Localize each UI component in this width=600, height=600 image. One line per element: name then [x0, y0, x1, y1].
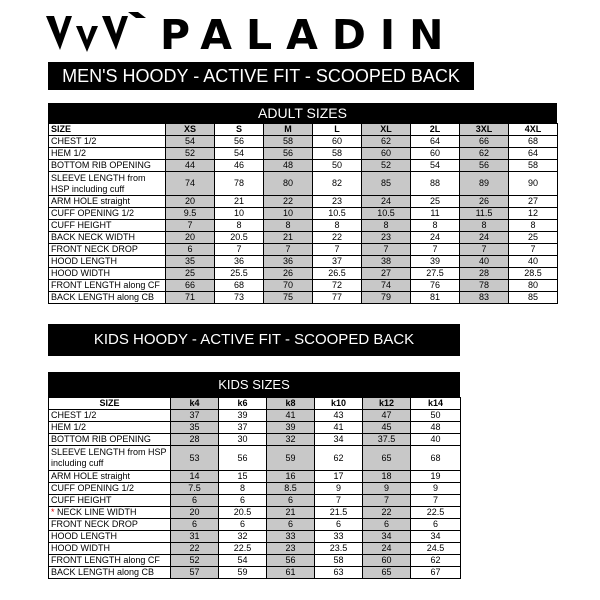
size-header-m: M: [264, 124, 313, 136]
size-value-cell: 40: [509, 256, 558, 268]
size-value-cell: 37: [171, 410, 219, 422]
size-value-cell: 6: [171, 495, 219, 507]
size-value-cell: 39: [219, 410, 267, 422]
size-value-cell: 30: [219, 434, 267, 446]
size-value-cell: 25: [509, 232, 558, 244]
size-header-row: [49, 398, 461, 410]
size-value-cell: 25: [411, 196, 460, 208]
size-value-cell: 68: [411, 446, 461, 471]
measurement-label: [49, 410, 171, 422]
size-header-k12: k12: [363, 398, 411, 410]
size-value-cell: 75: [264, 292, 313, 304]
size-value-cell: 78: [215, 172, 264, 196]
measurement-label-text: HEM 1/2: [51, 148, 87, 158]
measurement-label-text: CUFF HEIGHT: [51, 220, 112, 230]
size-value-cell: 15: [219, 471, 267, 483]
size-value-cell: 48: [411, 422, 461, 434]
size-value-cell: 33: [315, 531, 363, 543]
measurement-label: [49, 555, 171, 567]
size-value-cell: 58: [313, 148, 362, 160]
size-header-xs: XS: [166, 124, 215, 136]
adult-size-table: [48, 123, 558, 304]
table-row: [49, 543, 461, 555]
size-value-cell: 21: [215, 196, 264, 208]
size-header-s: S: [215, 124, 264, 136]
kids-size-table: [48, 397, 461, 579]
size-value-cell: 10.5: [362, 208, 411, 220]
size-value-cell: 54: [215, 148, 264, 160]
size-value-cell: 28: [171, 434, 219, 446]
size-value-cell: 73: [215, 292, 264, 304]
size-value-cell: 52: [171, 555, 219, 567]
size-value-cell: 7: [264, 244, 313, 256]
size-value-cell: 7: [411, 495, 461, 507]
size-value-cell: 68: [215, 280, 264, 292]
size-value-cell: 63: [315, 567, 363, 579]
measurement-label-text: SLEEVE LENGTH from HSP including cuff: [51, 172, 146, 194]
size-value-cell: 19: [411, 471, 461, 483]
measurement-label-text: BACK LENGTH along CB: [51, 292, 155, 302]
size-value-cell: 8: [313, 220, 362, 232]
table-row: [49, 471, 461, 483]
size-value-cell: 47: [363, 410, 411, 422]
measurement-label: [49, 136, 166, 148]
measurement-label: [49, 495, 171, 507]
size-value-cell: 22.5: [219, 543, 267, 555]
size-value-cell: 60: [363, 555, 411, 567]
measurement-label: [49, 422, 171, 434]
measurement-label: [49, 434, 171, 446]
size-value-cell: 34: [411, 531, 461, 543]
size-value-cell: 80: [264, 172, 313, 196]
size-value-cell: 66: [460, 136, 509, 148]
size-value-cell: 23.5: [315, 543, 363, 555]
size-value-cell: 59: [219, 567, 267, 579]
size-value-cell: 8: [411, 220, 460, 232]
size-value-cell: 7: [363, 495, 411, 507]
measurement-label-text: SLEEVE LENGTH from HSP including cuff: [51, 447, 167, 468]
table-row: [49, 422, 461, 434]
size-value-cell: 52: [166, 148, 215, 160]
size-value-cell: 27: [509, 196, 558, 208]
size-value-cell: 56: [264, 148, 313, 160]
measurement-label: [49, 446, 171, 471]
size-value-cell: 22: [313, 232, 362, 244]
size-value-cell: 34: [363, 531, 411, 543]
measurement-label-text: ARM HOLE straight: [51, 196, 131, 206]
size-value-cell: 57: [171, 567, 219, 579]
measurement-label: [49, 160, 166, 172]
table-row: [49, 196, 558, 208]
table-row: [49, 256, 558, 268]
size-value-cell: 32: [219, 531, 267, 543]
size-value-cell: 22: [171, 543, 219, 555]
size-value-cell: 60: [362, 148, 411, 160]
size-value-cell: 9: [315, 483, 363, 495]
size-value-cell: 65: [363, 567, 411, 579]
size-value-cell: 22: [363, 507, 411, 519]
size-value-cell: 7: [509, 244, 558, 256]
size-value-cell: 8: [215, 220, 264, 232]
size-value-cell: 43: [315, 410, 363, 422]
size-value-cell: 37: [219, 422, 267, 434]
measurement-label: [49, 471, 171, 483]
measurement-label-text: FRONT NECK DROP: [51, 519, 138, 529]
size-value-cell: 62: [460, 148, 509, 160]
size-value-cell: 6: [219, 495, 267, 507]
size-value-cell: 12: [509, 208, 558, 220]
measurement-label-text: NECK LINE WIDTH: [57, 507, 137, 517]
size-value-cell: 54: [411, 160, 460, 172]
size-value-cell: 35: [166, 256, 215, 268]
size-value-cell: 21.5: [315, 507, 363, 519]
measurement-label: [49, 208, 166, 220]
measurement-label: [49, 483, 171, 495]
size-value-cell: 58: [509, 160, 558, 172]
size-value-cell: 24: [411, 232, 460, 244]
size-value-cell: 25: [166, 268, 215, 280]
paladin-logo-icon: [46, 12, 146, 54]
size-value-cell: 62: [411, 555, 461, 567]
size-value-cell: 46: [215, 160, 264, 172]
size-value-cell: 18: [363, 471, 411, 483]
table-row: [49, 292, 558, 304]
size-value-cell: 88: [411, 172, 460, 196]
size-value-cell: 28: [460, 268, 509, 280]
size-value-cell: 28.5: [509, 268, 558, 280]
size-value-cell: 24: [362, 196, 411, 208]
measurement-label-text: CUFF OPENING 1/2: [51, 208, 135, 218]
size-value-cell: 85: [509, 292, 558, 304]
size-value-cell: 54: [166, 136, 215, 148]
size-header-k4: k4: [171, 398, 219, 410]
size-value-cell: 65: [363, 446, 411, 471]
size-value-cell: 64: [411, 136, 460, 148]
size-value-cell: 40: [411, 434, 461, 446]
size-value-cell: 36: [264, 256, 313, 268]
measurement-label: [49, 519, 171, 531]
table-row: [49, 495, 461, 507]
size-value-cell: 10: [264, 208, 313, 220]
size-value-cell: 9: [411, 483, 461, 495]
table-row: [49, 280, 558, 292]
measurement-label: [49, 531, 171, 543]
kids-hoody-title: KIDS HOODY - ACTIVE FIT - SCOOPED BACK: [48, 324, 460, 356]
size-value-cell: 37: [313, 256, 362, 268]
table-row: [49, 232, 558, 244]
size-value-cell: 48: [264, 160, 313, 172]
size-value-cell: 7: [313, 244, 362, 256]
size-value-cell: 67: [411, 567, 461, 579]
size-value-cell: 56: [215, 136, 264, 148]
measurement-label: [49, 268, 166, 280]
size-value-cell: 10.5: [313, 208, 362, 220]
measurement-label-text: FRONT LENGTH along CF: [51, 280, 160, 290]
size-value-cell: 17: [315, 471, 363, 483]
size-value-cell: 32: [267, 434, 315, 446]
size-value-cell: 62: [362, 136, 411, 148]
kids-sizes-heading: KIDS SIZES: [48, 372, 460, 397]
measurement-label: [49, 220, 166, 232]
size-value-cell: 25.5: [215, 268, 264, 280]
measurement-label-text: HOOD WIDTH: [51, 268, 110, 278]
size-value-cell: 39: [411, 256, 460, 268]
measurement-label-text: HEM 1/2: [51, 422, 87, 432]
size-value-cell: 80: [509, 280, 558, 292]
size-value-cell: 81: [411, 292, 460, 304]
measurement-label-text: CHEST 1/2: [51, 410, 97, 420]
size-value-cell: 76: [411, 280, 460, 292]
size-value-cell: 33: [267, 531, 315, 543]
size-value-cell: 23: [313, 196, 362, 208]
table-row: [49, 208, 558, 220]
size-value-cell: 34: [315, 434, 363, 446]
table-row: [49, 172, 558, 196]
size-value-cell: 36: [215, 256, 264, 268]
measurement-label-text: BOTTOM RIB OPENING: [51, 434, 151, 444]
table-row: [49, 567, 461, 579]
table-row: [49, 519, 461, 531]
adult-sizes-heading: ADULT SIZES: [48, 103, 557, 123]
size-value-cell: 22.5: [411, 507, 461, 519]
size-value-cell: 6: [315, 519, 363, 531]
measurement-label-text: FRONT NECK DROP: [51, 244, 138, 254]
table-row: [49, 268, 558, 280]
measurement-label-text: BACK LENGTH along CB: [51, 567, 155, 577]
size-value-cell: 72: [313, 280, 362, 292]
size-value-cell: 35: [171, 422, 219, 434]
size-value-cell: 8: [460, 220, 509, 232]
size-value-cell: 21: [267, 507, 315, 519]
size-value-cell: 9: [363, 483, 411, 495]
measurement-label: [49, 196, 166, 208]
size-value-cell: 62: [315, 446, 363, 471]
size-value-cell: 53: [171, 446, 219, 471]
size-value-cell: 77: [313, 292, 362, 304]
size-value-cell: 64: [509, 148, 558, 160]
size-value-cell: 9.5: [166, 208, 215, 220]
size-value-cell: 58: [315, 555, 363, 567]
size-value-cell: 20: [166, 232, 215, 244]
measurement-label-text: ARM HOLE straight: [51, 471, 131, 481]
size-value-cell: 20.5: [215, 232, 264, 244]
size-value-cell: 24: [460, 232, 509, 244]
measurement-label: [49, 172, 166, 196]
size-value-cell: 50: [313, 160, 362, 172]
measurement-label: [49, 567, 171, 579]
size-value-cell: 89: [460, 172, 509, 196]
size-value-cell: 24.5: [411, 543, 461, 555]
size-value-cell: 10: [215, 208, 264, 220]
measurement-label: [49, 507, 171, 519]
measurement-label-text: CHEST 1/2: [51, 136, 97, 146]
size-value-cell: 26.5: [313, 268, 362, 280]
measurement-label-text: CUFF HEIGHT: [51, 495, 112, 505]
size-value-cell: 20: [171, 507, 219, 519]
size-value-cell: 85: [362, 172, 411, 196]
size-value-cell: 7: [362, 244, 411, 256]
size-value-cell: 21: [264, 232, 313, 244]
size-value-cell: 11.5: [460, 208, 509, 220]
size-value-cell: 8: [362, 220, 411, 232]
table-row: [49, 410, 461, 422]
size-value-cell: 8: [264, 220, 313, 232]
table-row: [49, 555, 461, 567]
size-value-cell: 58: [264, 136, 313, 148]
size-value-cell: 70: [264, 280, 313, 292]
table-row: [49, 160, 558, 172]
table-row: [49, 136, 558, 148]
size-value-cell: 27.5: [411, 268, 460, 280]
size-value-cell: 44: [166, 160, 215, 172]
size-header-2l: 2L: [411, 124, 460, 136]
brand-logo: [46, 12, 486, 58]
size-value-cell: 56: [267, 555, 315, 567]
size-value-cell: 41: [267, 410, 315, 422]
table-row: [49, 446, 461, 471]
size-value-cell: 6: [171, 519, 219, 531]
size-header-k10: k10: [315, 398, 363, 410]
table-row: [49, 434, 461, 446]
size-value-cell: 68: [509, 136, 558, 148]
size-header-l: L: [313, 124, 362, 136]
size-value-cell: 7: [315, 495, 363, 507]
size-value-cell: 7: [460, 244, 509, 256]
size-value-cell: 16: [267, 471, 315, 483]
size-value-cell: 6: [219, 519, 267, 531]
size-value-cell: 54: [219, 555, 267, 567]
mens-hoody-title: MEN'S HOODY - ACTIVE FIT - SCOOPED BACK: [48, 62, 474, 90]
measurement-label: [49, 292, 166, 304]
size-value-cell: 78: [460, 280, 509, 292]
measurement-label-text: HOOD LENGTH: [51, 256, 118, 266]
table-row: [49, 220, 558, 232]
size-value-cell: 11: [411, 208, 460, 220]
size-value-cell: 7.5: [171, 483, 219, 495]
size-value-cell: 60: [411, 148, 460, 160]
size-value-cell: 7: [411, 244, 460, 256]
size-header-k6: k6: [219, 398, 267, 410]
size-value-cell: 8: [219, 483, 267, 495]
size-value-cell: 45: [363, 422, 411, 434]
size-value-cell: 50: [411, 410, 461, 422]
size-value-cell: 22: [264, 196, 313, 208]
size-value-cell: 27: [362, 268, 411, 280]
measurement-label: [49, 543, 171, 555]
size-header-xl: XL: [362, 124, 411, 136]
size-header-4xl: 4XL: [509, 124, 558, 136]
size-value-cell: 26: [264, 268, 313, 280]
size-value-cell: 56: [219, 446, 267, 471]
size-value-cell: 8: [509, 220, 558, 232]
size-value-cell: 40: [460, 256, 509, 268]
size-value-cell: 20.5: [219, 507, 267, 519]
size-value-cell: 60: [313, 136, 362, 148]
size-value-cell: 23: [362, 232, 411, 244]
measurement-label: [49, 244, 166, 256]
measurement-label-text: CUFF OPENING 1/2: [51, 483, 135, 493]
size-value-cell: 90: [509, 172, 558, 196]
measurement-label-text: HOOD LENGTH: [51, 531, 118, 541]
size-value-cell: 7: [166, 220, 215, 232]
measurement-label: [49, 232, 166, 244]
size-value-cell: 14: [171, 471, 219, 483]
size-value-cell: 74: [362, 280, 411, 292]
size-value-cell: 7: [215, 244, 264, 256]
size-header-k8: k8: [267, 398, 315, 410]
size-value-cell: 24: [363, 543, 411, 555]
size-value-cell: 6: [363, 519, 411, 531]
size-value-cell: 20: [166, 196, 215, 208]
size-value-cell: 79: [362, 292, 411, 304]
size-value-cell: 31: [171, 531, 219, 543]
measurement-label-text: BOTTOM RIB OPENING: [51, 160, 151, 170]
table-row: [49, 531, 461, 543]
measurement-label-text: FRONT LENGTH along CF: [51, 555, 160, 565]
size-value-cell: 23: [267, 543, 315, 555]
size-column-header: SIZE: [49, 398, 171, 410]
size-value-cell: 6: [166, 244, 215, 256]
measurement-label: [49, 256, 166, 268]
measurement-label-text: HOOD WIDTH: [51, 543, 110, 553]
measurement-label: [49, 148, 166, 160]
table-row: [49, 148, 558, 160]
size-header-row: [49, 124, 558, 136]
size-value-cell: 39: [267, 422, 315, 434]
size-value-cell: 6: [411, 519, 461, 531]
size-value-cell: 83: [460, 292, 509, 304]
size-value-cell: 6: [267, 519, 315, 531]
size-value-cell: 74: [166, 172, 215, 196]
size-value-cell: 37.5: [363, 434, 411, 446]
size-value-cell: 56: [460, 160, 509, 172]
size-value-cell: 52: [362, 160, 411, 172]
size-value-cell: 41: [315, 422, 363, 434]
size-column-header: SIZE: [49, 124, 166, 136]
size-value-cell: 6: [267, 495, 315, 507]
size-value-cell: 66: [166, 280, 215, 292]
note-marker: *: [51, 507, 55, 517]
size-value-cell: 71: [166, 292, 215, 304]
size-header-k14: k14: [411, 398, 461, 410]
table-row: [49, 507, 461, 519]
size-header-3xl: 3XL: [460, 124, 509, 136]
size-value-cell: 61: [267, 567, 315, 579]
table-row: [49, 483, 461, 495]
measurement-label: [49, 280, 166, 292]
table-row: [49, 244, 558, 256]
size-value-cell: 8.5: [267, 483, 315, 495]
size-value-cell: 38: [362, 256, 411, 268]
size-value-cell: 82: [313, 172, 362, 196]
brand-name: PALADIN: [160, 11, 458, 59]
measurement-label-text: BACK NECK WIDTH: [51, 232, 136, 242]
size-value-cell: 26: [460, 196, 509, 208]
size-value-cell: 59: [267, 446, 315, 471]
